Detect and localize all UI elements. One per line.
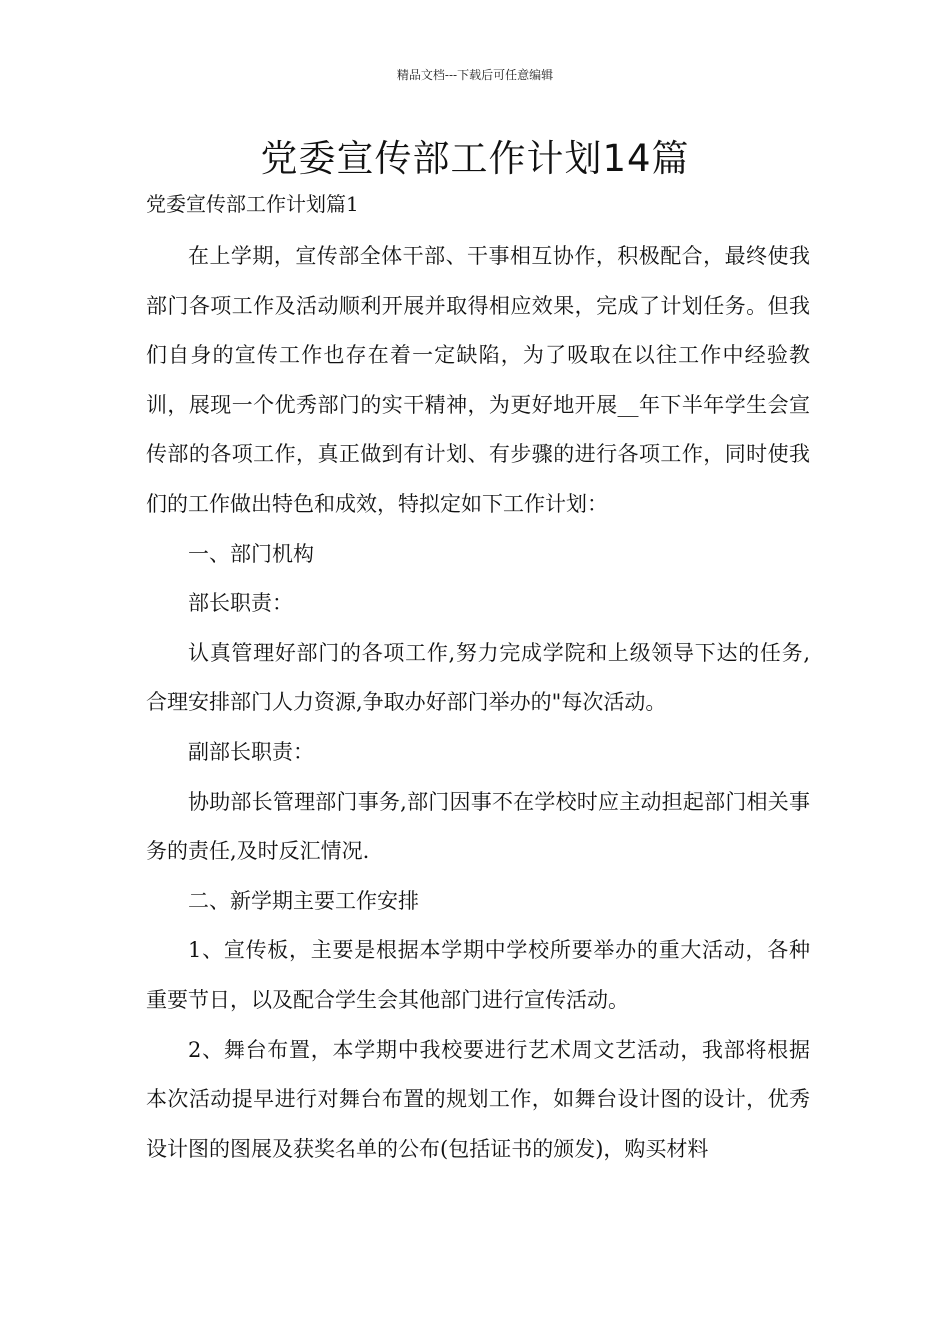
paragraph: 副部长职责： <box>188 739 314 764</box>
paragraph: 部长职责： <box>188 591 293 616</box>
section-heading: 二、新学期主要工作安排 <box>188 888 419 913</box>
document-subtitle: 党委宣传部工作计划篇1 <box>146 192 359 216</box>
paragraph: 协助部长管理部门事务,部门因事不在学校时应主动担起部门相关事务的责任,及时反汇情况. <box>146 789 810 864</box>
document-body <box>146 232 810 1174</box>
document-title: 党委宣传部工作计划14篇 <box>260 137 690 180</box>
paragraph: 在上学期，宣传部全体干部、干事相互协作，积极配合，最终使我部门各项工作及活动顺利开展并取得相应效果，完成了计划任务。但我们自身的宣传工作也存在着一定缺陷，为了吸取在以往工作中经验教训，展现一个优秀部门的实干精神，为更好地开展__年下半年学生会宣传部的各项工作，真正做到有计划、有步骤的进行各项工作，同时使我们的工作做出特色和成效，特拟定如下工作计划： <box>146 244 810 516</box>
section-heading: 一、部门机构 <box>188 541 314 566</box>
paragraph: 2、舞台布置，本学期中我校要进行艺术周文艺活动，我部将根据本次活动提早进行对舞台布置的规划工作，如舞台设计图的设计，优秀设计图的图展及获奖名单的公布(包括证书的颁发)，购买材料 <box>146 1037 810 1161</box>
paragraph: 1、宣传板，主要是根据本学期中学校所要举办的重大活动，各种重要节日，以及配合学生会其他部门进行宣传活动。 <box>146 938 810 1012</box>
paragraph: 认真管理好部门的各项工作,努力完成学院和上级领导下达的任务,合理安排部门人力资源,争取办好部门举办的"每次活动。 <box>146 640 810 715</box>
page-header: 精品文档---下载后可任意编辑 <box>396 68 554 82</box>
